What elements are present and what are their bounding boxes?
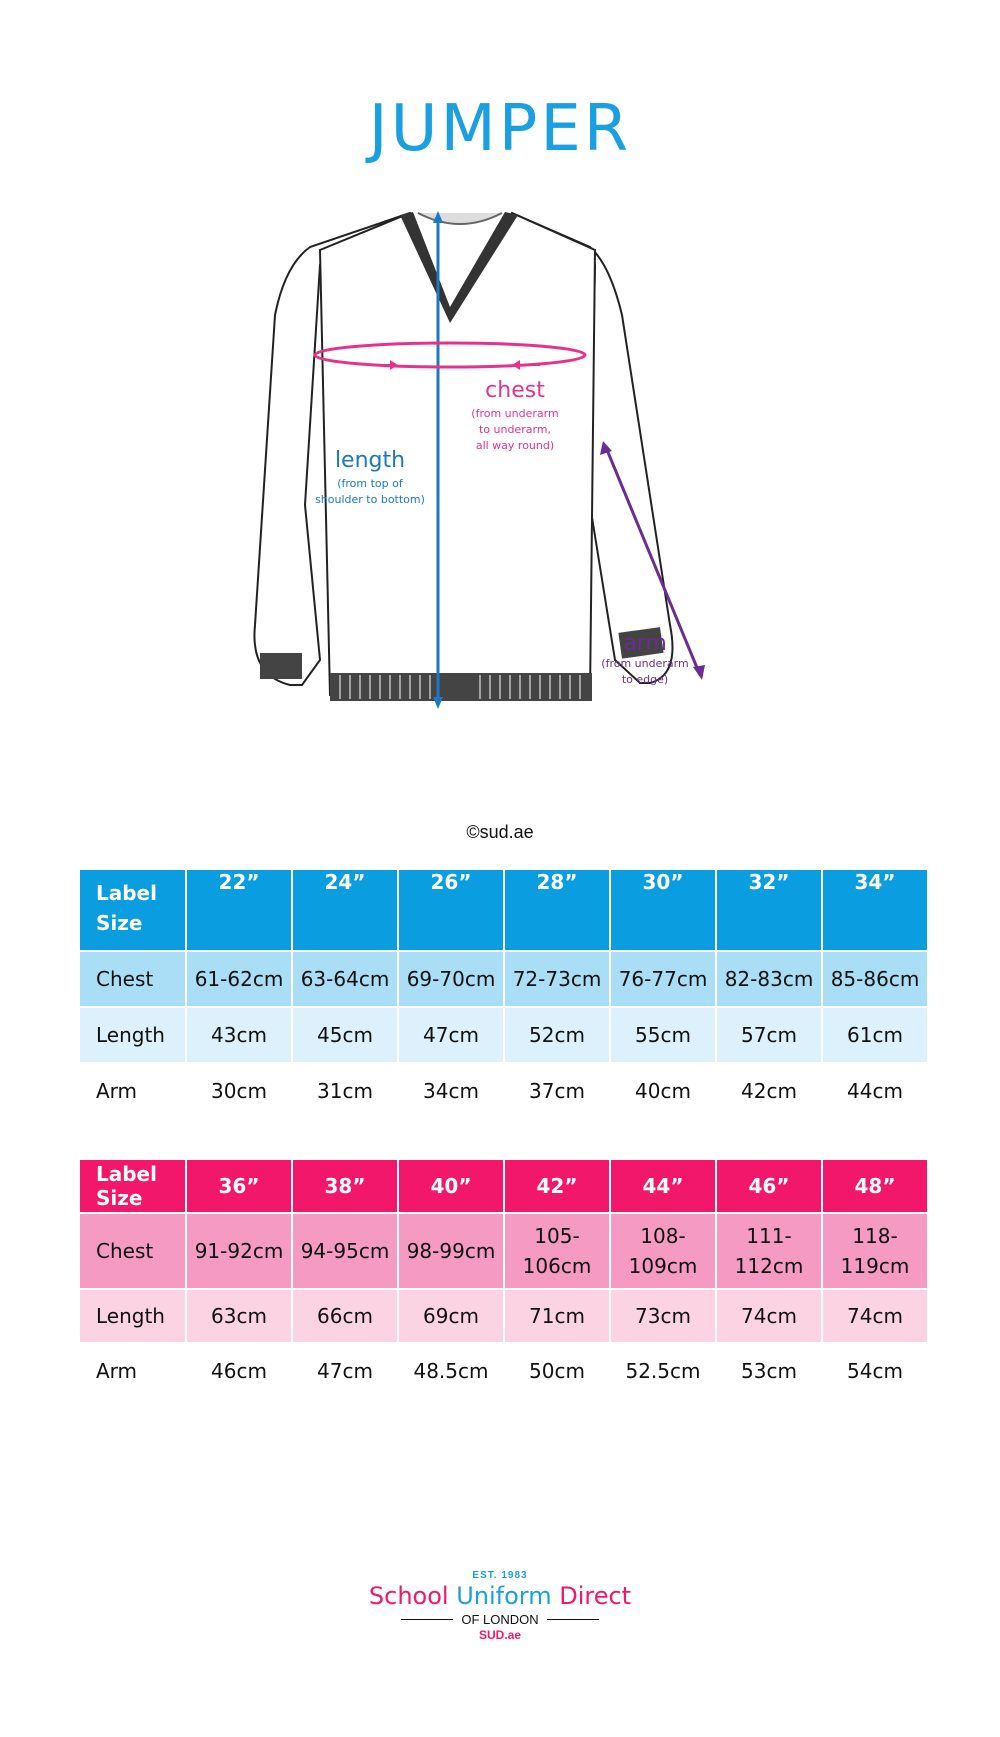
logo-est: EST. 1983 <box>472 1570 528 1581</box>
header-cell: 44” <box>610 1160 716 1213</box>
table-cell: 94-95cm <box>292 1213 398 1289</box>
size-table-2 <box>80 1160 929 1400</box>
length-label: length <box>334 448 406 473</box>
logo-brand-part2: Uniform <box>456 1582 560 1610</box>
header-cell: 24” <box>292 870 398 951</box>
header-cell: 42” <box>504 1160 610 1213</box>
length-note-1: (from top of <box>337 477 403 490</box>
table-cell: 111-112cm <box>716 1213 822 1289</box>
row-label: Length <box>80 1007 186 1063</box>
row-label: Chest <box>80 951 186 1007</box>
collar-back <box>418 213 502 224</box>
length-arrow-head-bottom <box>433 697 443 709</box>
table-cell: 57cm <box>716 1007 822 1063</box>
logo-sub <box>300 1612 700 1627</box>
table-cell: 44cm <box>822 1063 928 1119</box>
chest-note-3: all way round) <box>475 439 555 452</box>
table-cell: 48.5cm <box>398 1343 504 1399</box>
header-cell: Label Size <box>80 1160 186 1213</box>
table-header-row <box>80 1160 928 1213</box>
header-cell: 30” <box>610 870 716 951</box>
table-cell: 74cm <box>716 1289 822 1343</box>
table-cell: 98-99cm <box>398 1213 504 1289</box>
table-cell: 54cm <box>822 1343 928 1399</box>
header-cell: 40” <box>398 1160 504 1213</box>
logo-sub-text: OF LONDON <box>461 1612 539 1627</box>
table-cell: 31cm <box>292 1063 398 1119</box>
table-cell: 73cm <box>610 1289 716 1343</box>
chest-label: chest <box>485 378 545 403</box>
table-cell: 47cm <box>292 1343 398 1399</box>
table-cell: 40cm <box>610 1063 716 1119</box>
table-row <box>80 1289 928 1343</box>
table-cell: 105-106cm <box>504 1213 610 1289</box>
table-cell: 61-62cm <box>186 951 292 1007</box>
arm-arrow-head-bottom <box>693 665 705 680</box>
table-cell: 71cm <box>504 1289 610 1343</box>
header-cell: 22” <box>186 870 292 951</box>
arm-label: arm <box>623 631 667 656</box>
table-cell: 82-83cm <box>716 951 822 1007</box>
table-cell: 91-92cm <box>186 1213 292 1289</box>
table-cell: 61cm <box>822 1007 928 1063</box>
hem-rib <box>330 673 592 701</box>
header-cell: 48” <box>822 1160 928 1213</box>
table-cell: 52.5cm <box>610 1343 716 1399</box>
header-cell: 46” <box>716 1160 822 1213</box>
logo-brand <box>300 1582 700 1610</box>
arm-note-1: (from underarm <box>601 657 689 670</box>
table-cell: 42cm <box>716 1063 822 1119</box>
brand-logo <box>300 1570 700 1680</box>
logo-brand-part1: School <box>368 1582 457 1610</box>
row-label: Arm <box>80 1343 186 1399</box>
table-row <box>80 1213 928 1289</box>
table-cell: 50cm <box>504 1343 610 1399</box>
table-cell: 30cm <box>186 1063 292 1119</box>
chest-note-2: to underarm, <box>478 423 552 436</box>
table-cell: 55cm <box>610 1007 716 1063</box>
header-cell: 28” <box>504 870 610 951</box>
row-label: Arm <box>80 1063 186 1119</box>
table-cell: 43cm <box>186 1007 292 1063</box>
chest-note-1: (from underarm <box>471 407 559 420</box>
size-table-1 <box>80 870 929 1120</box>
table-cell: 46cm <box>186 1343 292 1399</box>
arm-note-2: to edge) <box>621 673 669 686</box>
jumper-diagram <box>250 205 850 805</box>
header-cell: 32” <box>716 870 822 951</box>
table-cell: 76-77cm <box>610 951 716 1007</box>
image-credit: ©sud.ae <box>466 822 534 842</box>
page-title: JUMPER <box>368 92 632 166</box>
table-cell: 37cm <box>504 1063 610 1119</box>
header-cell: 38” <box>292 1160 398 1213</box>
table-cell: 53cm <box>716 1343 822 1399</box>
table-cell: 63cm <box>186 1289 292 1343</box>
table-header-row <box>80 870 928 951</box>
table-cell: 74cm <box>822 1289 928 1343</box>
header-cell: 36” <box>186 1160 292 1213</box>
logo-url: SUD.ae <box>478 1628 522 1642</box>
header-cell: Label Size <box>80 870 186 951</box>
table-row <box>80 1007 928 1063</box>
table-cell: 66cm <box>292 1289 398 1343</box>
row-label: Chest <box>80 1213 186 1289</box>
table-cell: 69-70cm <box>398 951 504 1007</box>
table-cell: 52cm <box>504 1007 610 1063</box>
table-cell: 72-73cm <box>504 951 610 1007</box>
table-cell: 34cm <box>398 1063 504 1119</box>
logo-rule-right <box>547 1619 599 1620</box>
table-cell: 45cm <box>292 1007 398 1063</box>
table-cell: 63-64cm <box>292 951 398 1007</box>
table-row <box>80 1063 928 1119</box>
table-cell: 85-86cm <box>822 951 928 1007</box>
left-cuff <box>260 653 302 679</box>
header-cell: 26” <box>398 870 504 951</box>
logo-brand-part3: Direct <box>559 1582 632 1610</box>
length-note-2: shoulder to bottom) <box>315 493 425 506</box>
table-row <box>80 951 928 1007</box>
table-row <box>80 1343 928 1399</box>
table-cell: 118-119cm <box>822 1213 928 1289</box>
logo-rule-left <box>401 1619 453 1620</box>
table-cell: 69cm <box>398 1289 504 1343</box>
header-cell: 34” <box>822 870 928 951</box>
table-cell: 108-109cm <box>610 1213 716 1289</box>
table-cell: 47cm <box>398 1007 504 1063</box>
row-label: Length <box>80 1289 186 1343</box>
